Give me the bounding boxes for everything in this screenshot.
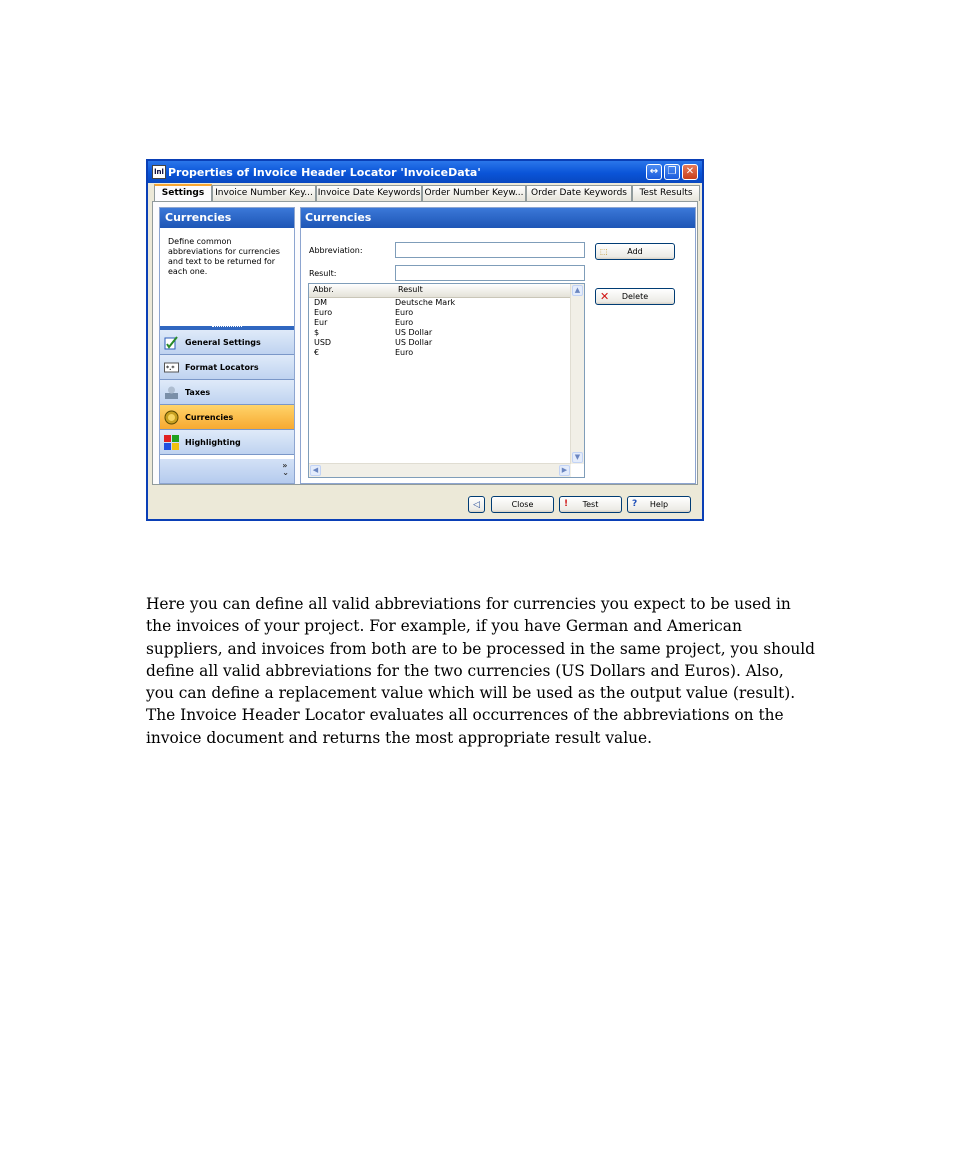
scroll-down-icon[interactable]: ▼ xyxy=(572,452,583,463)
expand-arrows-icon[interactable]: ↔ xyxy=(646,164,662,180)
scroll-up-icon[interactable]: ▲ xyxy=(572,285,583,296)
restore-icon[interactable]: ❐ xyxy=(664,164,680,180)
nav-item-currencies[interactable]: Currencies xyxy=(160,405,294,430)
list-item[interactable]: $ US Dollar xyxy=(314,328,433,337)
tab-invoice-number-keywords[interactable]: Invoice Number Key... xyxy=(212,185,316,201)
tab-strip xyxy=(148,184,702,201)
help-icon: ? xyxy=(632,499,638,509)
currency-list[interactable] xyxy=(308,283,585,478)
tab-settings[interactable]: Settings xyxy=(154,184,212,202)
test-exclamation-icon: ! xyxy=(564,499,569,509)
close-icon[interactable]: ✕ xyxy=(682,164,698,180)
nav-header: Currencies xyxy=(160,208,294,228)
add-button[interactable]: ⬚ Add xyxy=(595,243,675,260)
svg-text:*.*: *.* xyxy=(166,365,175,372)
properties-dialog xyxy=(146,159,704,521)
tab-test-results[interactable]: Test Results xyxy=(632,185,700,201)
nav-panel xyxy=(159,207,295,484)
abbreviation-label: Abbreviation: xyxy=(309,246,363,255)
horizontal-scrollbar[interactable] xyxy=(309,463,571,477)
title-bar[interactable] xyxy=(148,161,702,183)
document-icon: lnl xyxy=(152,165,166,179)
body-paragraph: Here you can define all valid abbreviations for currencies you expect to be used in the invoices of your project. For example, if you have German and American suppliers, and invoices from both are to be processed in the same project, you should define all valid abbreviations for the two currencies (US Dollars and Euros). Also, you can define a replacement value which will be used as the output value (result). The Invoice Header Locator evaluates all occurrences of the abbreviations on the invoice document and returns the most appropriate result value. xyxy=(146,595,816,747)
tab-order-date-keywords[interactable]: Order Date Keywords xyxy=(526,185,632,201)
panel-header: Currencies xyxy=(301,208,695,228)
list-item[interactable]: Euro Euro xyxy=(314,308,414,317)
list-item[interactable]: DM Deutsche Mark xyxy=(314,298,456,307)
window-title: Properties of Invoice Header Locator 'InvoiceData' xyxy=(168,166,481,179)
nav-description: Define common abbreviations for currencies and text to be returned for each one. xyxy=(168,237,280,276)
nav-item-highlighting[interactable]: Highlighting xyxy=(160,430,294,455)
taxes-icon xyxy=(164,385,179,400)
tab-order-number-keywords[interactable]: Order Number Keyw... xyxy=(422,185,526,201)
chevron-double-down-icon[interactable]: » ⌄ xyxy=(282,461,289,477)
scroll-right-icon[interactable]: ▶ xyxy=(559,465,570,476)
close-button[interactable]: Close xyxy=(491,496,554,513)
nav-footer xyxy=(160,459,294,483)
list-header xyxy=(309,284,571,298)
list-item[interactable]: USD US Dollar xyxy=(314,338,433,347)
scroll-left-icon[interactable]: ◀ xyxy=(310,465,321,476)
delete-button[interactable]: ✕ Delete xyxy=(595,288,675,305)
column-header-result[interactable]: Result xyxy=(398,285,423,294)
list-item[interactable]: € Euro xyxy=(314,348,414,357)
tab-content xyxy=(152,201,698,485)
column-header-abbr[interactable]: Abbr. xyxy=(313,285,334,294)
nav-item-format-locators[interactable]: *.* Format Locators xyxy=(160,355,294,380)
back-arrow-icon: ◁ xyxy=(473,500,480,510)
test-button[interactable]: ! Test xyxy=(559,496,622,513)
list-item[interactable]: Eur Euro xyxy=(314,318,414,327)
currencies-panel xyxy=(300,207,696,484)
highlight-grid-icon xyxy=(164,435,179,450)
vertical-scrollbar[interactable] xyxy=(570,284,584,464)
abbreviation-input[interactable] xyxy=(395,242,585,258)
add-row-icon: ⬚ xyxy=(600,247,608,256)
format-locator-icon xyxy=(164,360,179,375)
delete-x-icon: ✕ xyxy=(600,290,610,303)
settings-check-icon xyxy=(164,335,179,350)
currency-icon xyxy=(164,410,179,425)
back-button[interactable] xyxy=(468,496,485,513)
help-button[interactable]: ? Help xyxy=(627,496,691,513)
result-label: Result: xyxy=(309,269,337,278)
tab-invoice-date-keywords[interactable]: Invoice Date Keywords xyxy=(316,185,422,201)
nav-item-general-settings[interactable]: General Settings xyxy=(160,330,294,355)
result-input[interactable] xyxy=(395,265,585,281)
nav-item-taxes[interactable]: Taxes xyxy=(160,380,294,405)
